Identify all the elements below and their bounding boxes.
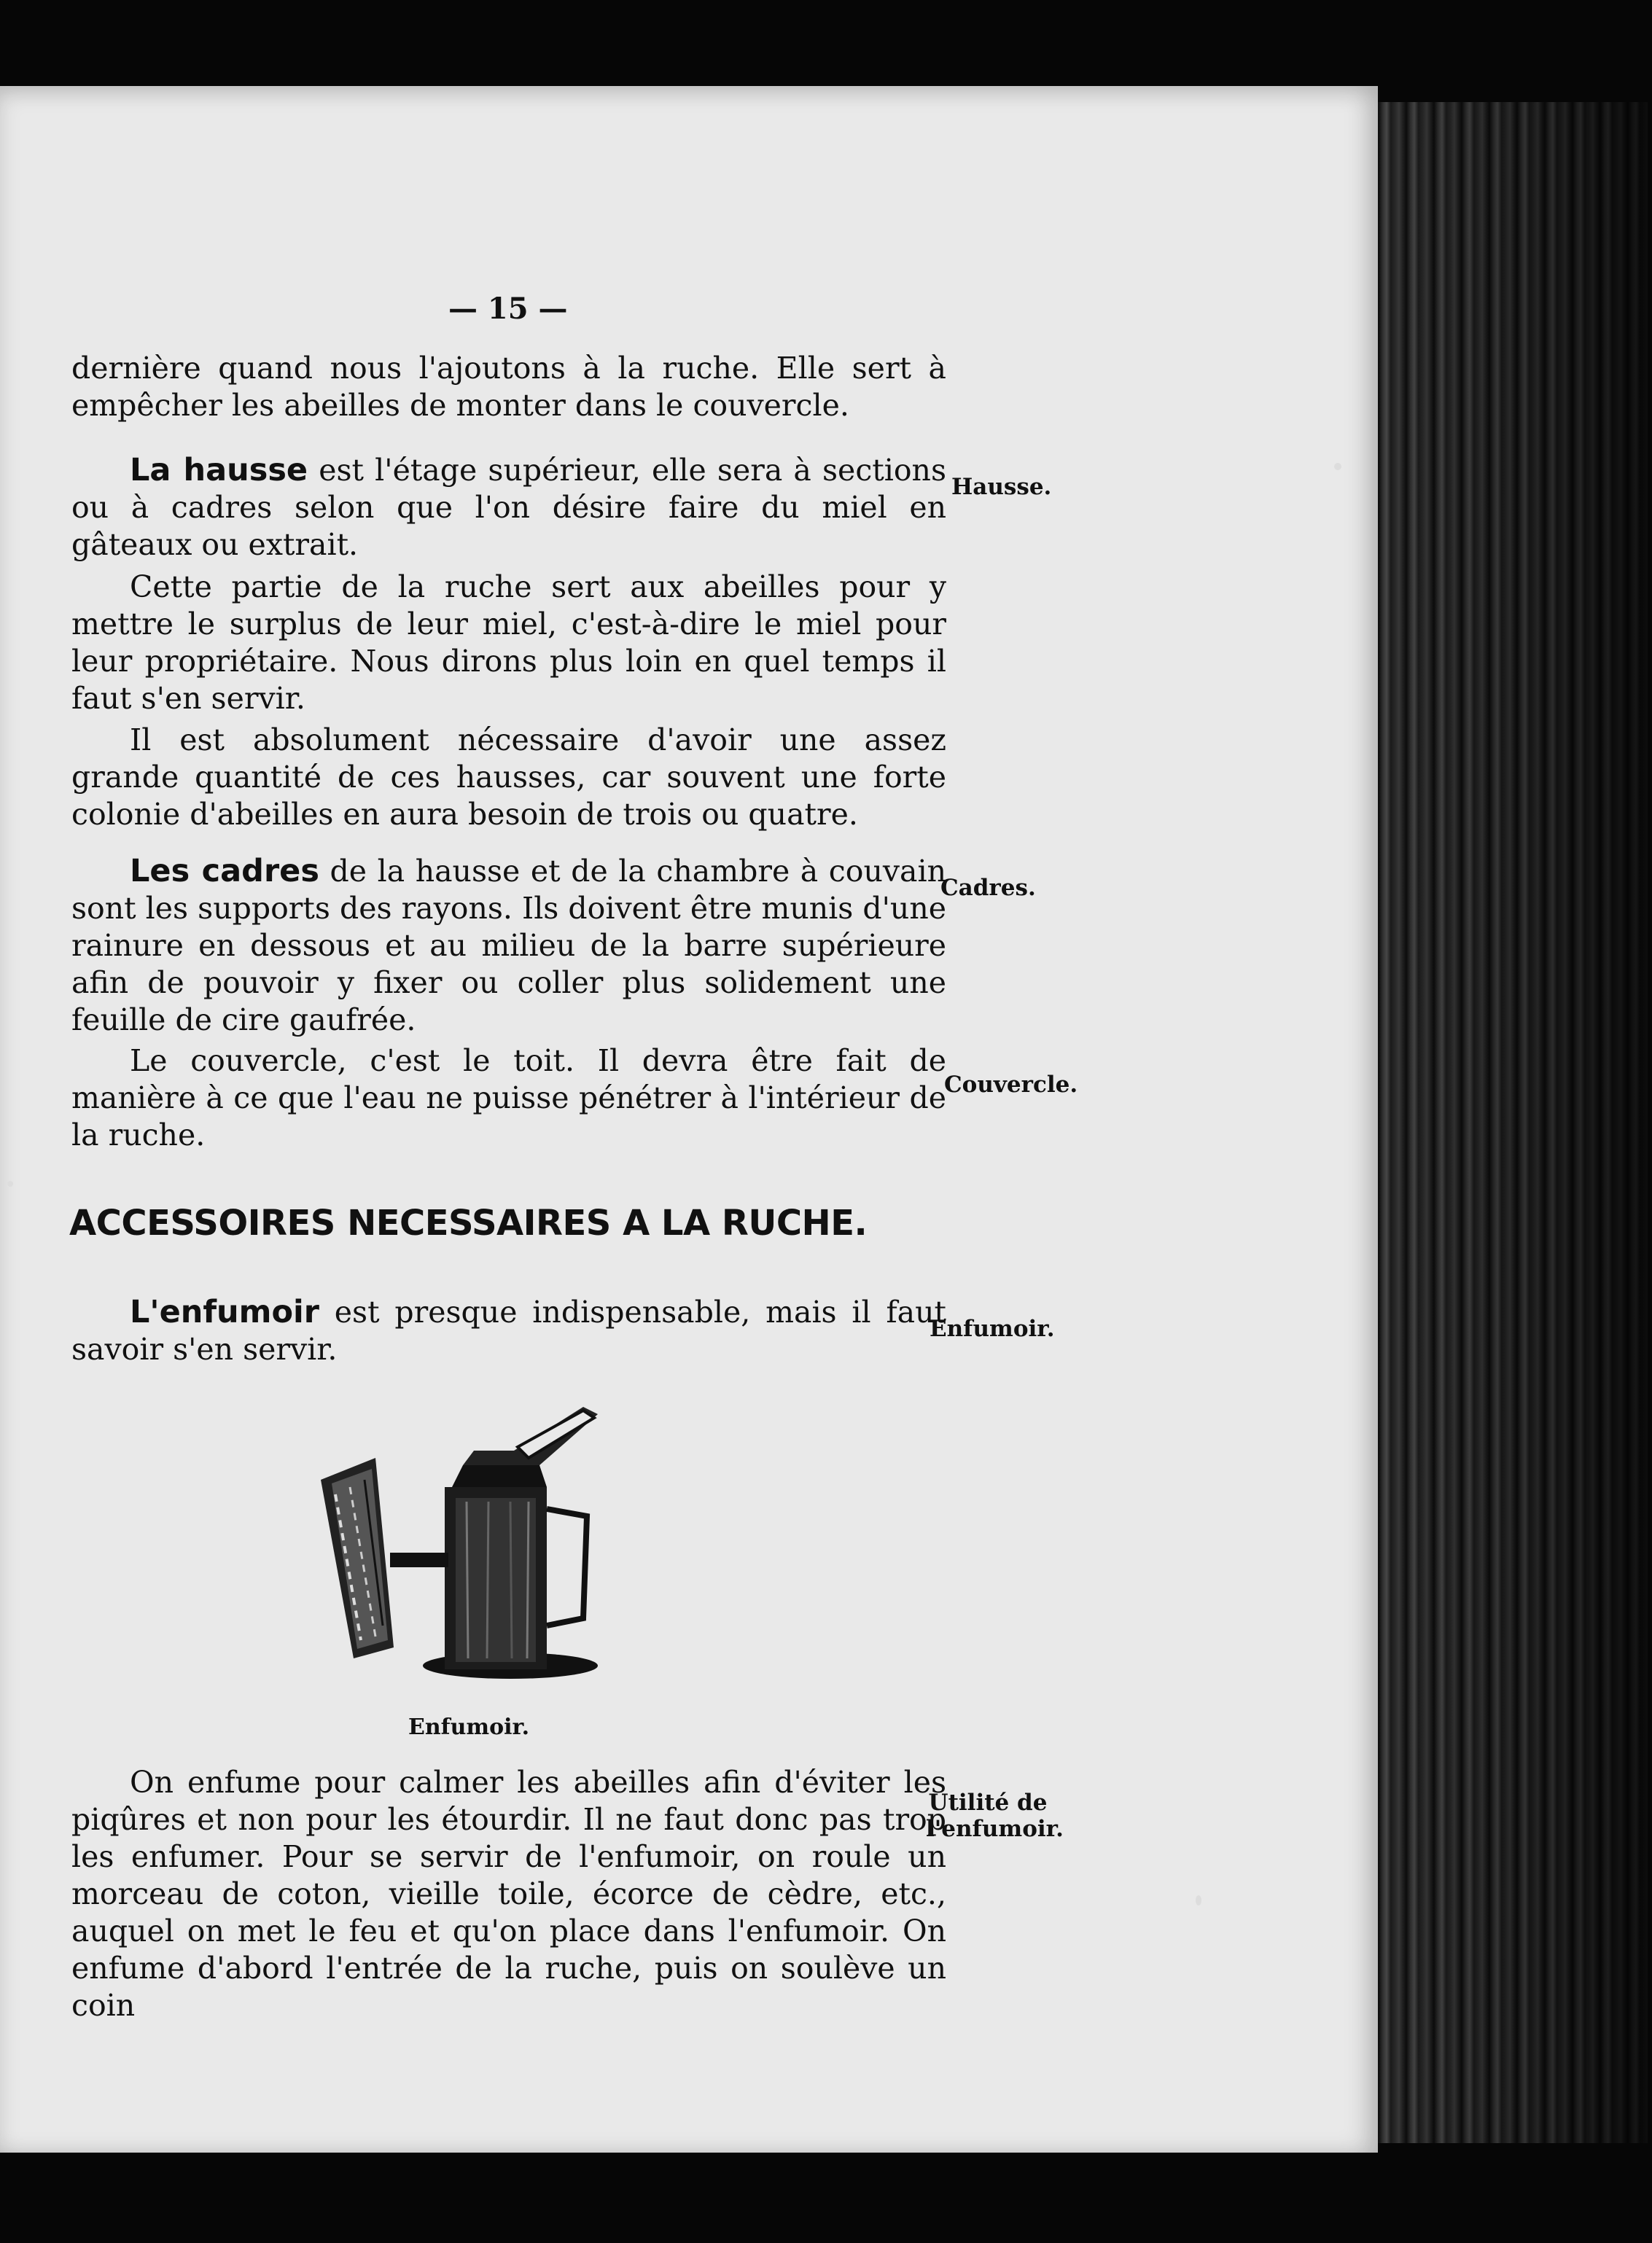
paragraph-1: dernière quand nous l'ajoutons à la ruche. Elle sert à empêcher les abeilles de monter dans le couvercle. xyxy=(71,351,946,423)
paragraph-couvercle: Le couvercle, c'est le toit. Il devra être fait de manière à ce que l'eau ne puisse pénétrer à l'intérieur de la ruche. xyxy=(71,1043,946,1152)
dust-speck xyxy=(7,1181,13,1187)
paragraph-enfumoir xyxy=(71,1294,946,1368)
dust-speck xyxy=(1334,463,1341,470)
paragraph-enfumoir-text: est presque indispensable, mais il faut savoir s'en servir. xyxy=(71,1295,946,1367)
paragraph-partie: Cette partie de la ruche sert aux abeilles pour y mettre le surplus de leur miel, c'est-à-dire le miel pour leur propriétaire. Nous dirons plus loin en quel temps il faut s'en servir. xyxy=(71,569,946,716)
page-number: — 15 — xyxy=(448,292,568,326)
section-heading: ACCESSOIRES NECESSAIRES A LA RUCHE. xyxy=(69,1203,868,1244)
margin-note-cadres: Cadres. xyxy=(940,875,1036,901)
paragraph-hausse-text: est l'étage supérieur, elle sera à sections ou à cadres selon que l'on désire faire du miel en gâteaux ou extrait. xyxy=(71,453,946,562)
margin-note-enfumoir: Enfumoir. xyxy=(930,1316,1055,1342)
margin-note-hausse: Hausse. xyxy=(951,474,1052,500)
book-page-edges xyxy=(1363,102,1648,2143)
term-hausse: La hausse xyxy=(130,452,308,488)
paragraph-cadres xyxy=(71,853,946,1039)
figure-caption: Enfumoir. xyxy=(408,1715,530,1740)
paragraph-utilite: On enfume pour calmer les abeilles afin d'éviter les piqûres et non pour les étourdir. Il ne faut donc pas trop les enfumer. Pour se servir de l'enfumoir, on roule un morceau de coton, vieille toile, écorce de cèdre, etc., auquel on met le feu et qu'on place dans l'enfumoir. On enfume d'abord l'entrée de la ruche, puis on soulève un coin xyxy=(71,1765,946,2023)
term-enfumoir: L'enfumoir xyxy=(130,1294,319,1330)
dust-speck xyxy=(1196,1895,1201,1905)
paragraph-cadres-text: de la hausse et de la chambre à couvain sont les supports des rayons. Ils doivent être munis d'une rainure en dessous et au milieu de la barre supérieure afin de pouvoir y fixer ou coller plus solidement une feuille de cire gaufrée. xyxy=(71,854,946,1037)
bee-smoker-illustration xyxy=(306,1407,642,1713)
paragraph-hausse xyxy=(71,452,946,563)
term-cadres: Les cadres xyxy=(130,853,319,889)
paragraph-hausses-quantite: Il est absolument nécessaire d'avoir une assez grande quantité de ces hausses, car souvent une forte colonie d'abeilles en aura besoin de trois ou quatre. xyxy=(71,722,946,832)
margin-note-couvercle: Couvercle. xyxy=(944,1072,1078,1098)
margin-note-utilite: Utilité de l'enfumoir. xyxy=(926,1790,1064,1842)
bee-smoker-icon xyxy=(306,1407,642,1713)
